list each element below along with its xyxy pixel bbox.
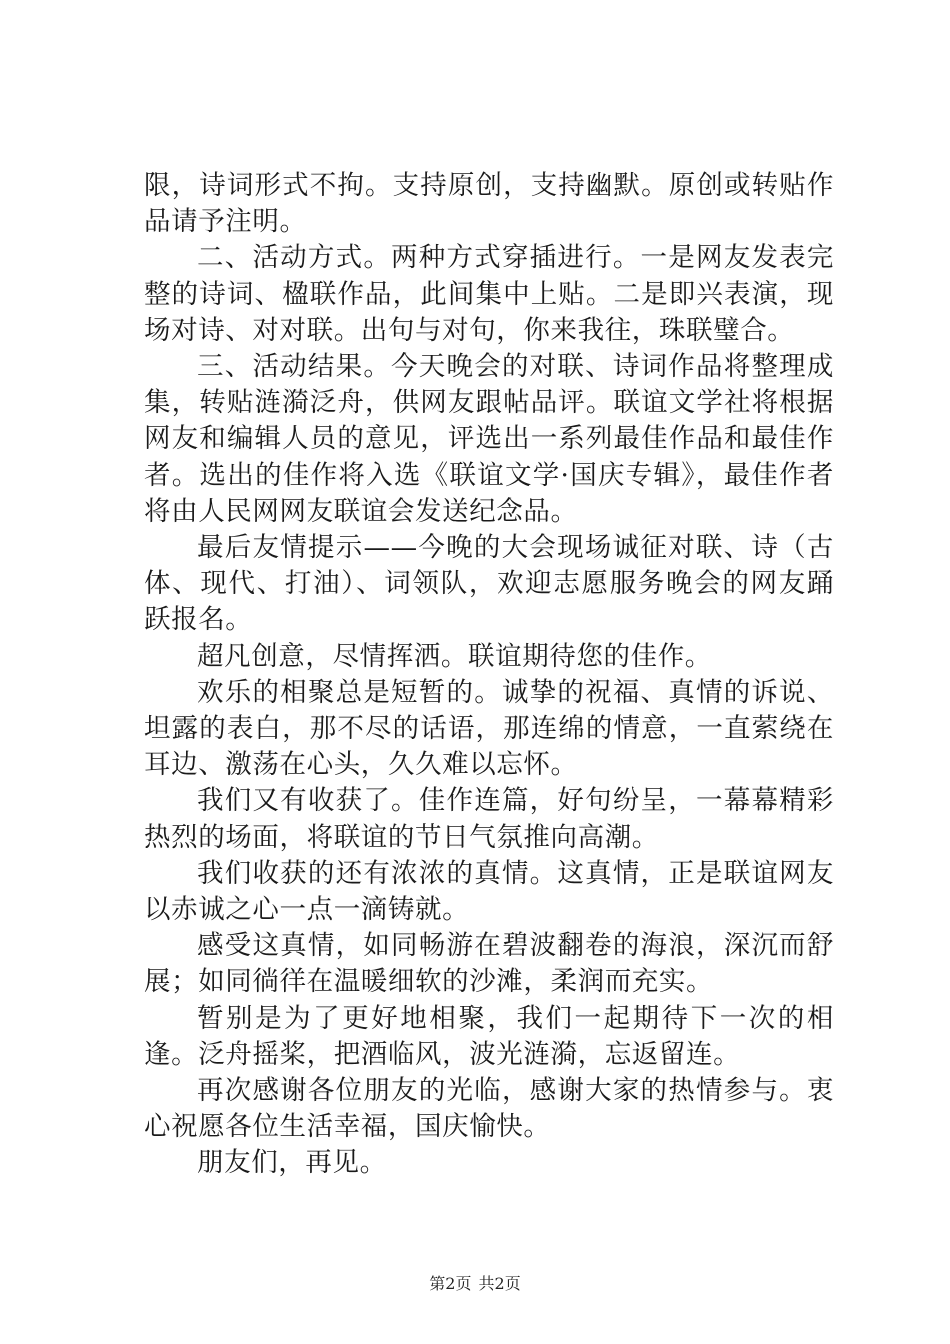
document-body — [144, 168, 834, 1182]
page-footer — [0, 1274, 950, 1294]
paragraph-feel-true-feelings: 感受这真情，如同畅游在碧波翻卷的海浪，深沉而舒展；如同徜徉在温暖细软的沙滩，柔润而充实。 — [144, 930, 834, 998]
page-number: 第2页 — [429, 1274, 472, 1293]
paragraph-friendly-reminder: 最后友情提示——今晚的大会现场诚征对联、诗（古体、现代、打油）、词领队，欢迎志愿服务晚会的网友踊跃报名。 — [144, 532, 834, 636]
paragraph-harvest: 我们又有收获了。佳作连篇，好句纷呈，一幕幕精彩热烈的场面，将联谊的节日气氛推向高潮。 — [144, 785, 834, 853]
paragraph-gathering: 欢乐的相聚总是短暂的。诚挚的祝福、真情的诉说、坦露的表白，那不尽的话语，那连绵的情意，一直萦绕在耳边、激荡在心头，久久难以忘怀。 — [144, 676, 834, 781]
paragraph-true-feelings: 我们收获的还有浓浓的真情。这真情，正是联谊网友以赤诚之心一点一滴铸就。 — [144, 857, 834, 926]
page-total: 共2页 — [478, 1274, 521, 1293]
paragraph-continued: 限，诗词形式不拘。支持原创，支持幽默。原创或转贴作品请予注明。 — [144, 170, 834, 238]
paragraph-thanks: 再次感谢各位朋友的光临，感谢大家的热情参与。衷心祝愿各位生活幸福，国庆愉快。 — [144, 1075, 834, 1143]
paragraph-goodbye: 朋友们，再见。 — [197, 1147, 387, 1179]
paragraph-activity-result: 三、活动结果。今天晚会的对联、诗词作品将整理成集，转贴涟漪泛舟，供网友跟帖品评。联谊文学社将根据网友和编辑人员的意见，评选出一系列最佳作品和最佳作者。选出的佳作将入选《联谊文学·国庆专辑》，最佳作者将由人民网网友联谊会发送纪念品。 — [144, 351, 834, 527]
paragraph-creativity: 超凡创意，尽情挥洒。联谊期待您的佳作。 — [197, 640, 712, 672]
paragraph-farewell: 暂别是为了更好地相聚，我们一起期待下一次的相逢。泛舟摇桨，把酒临风，波光涟漪，忘返留连。 — [144, 1002, 834, 1070]
paragraph-activity-method: 二、活动方式。两种方式穿插进行。一是网友发表完整的诗词、楹联作品，此间集中上贴。二是即兴表演，现场对诗、对对联。出句与对句，你来我往，珠联璧合。 — [144, 242, 834, 346]
